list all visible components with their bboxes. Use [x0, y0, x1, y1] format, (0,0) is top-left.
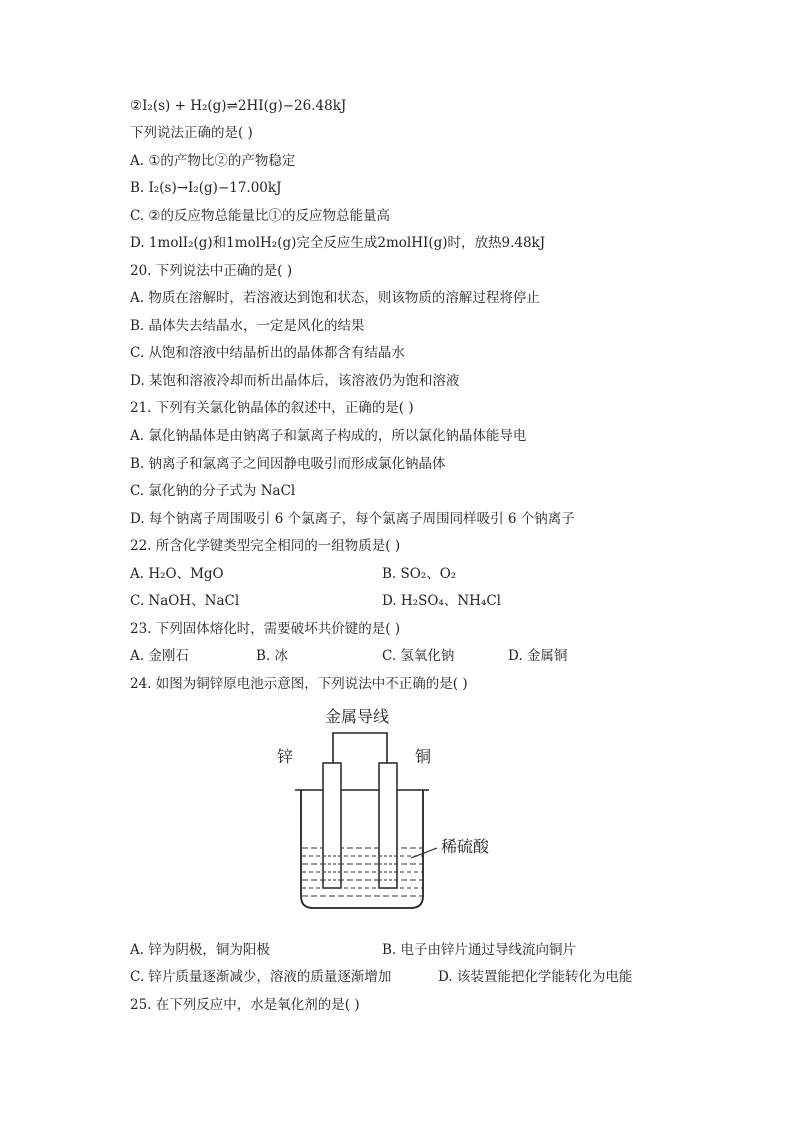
- beaker: [301, 790, 423, 908]
- question-23-stem: 23. 下列固体熔化时，需要破坏共价键的是( ): [130, 621, 401, 637]
- option-a: A. ①的产物比②的产物稳定: [130, 153, 296, 169]
- dilute-sulfuric-acid-label: 稀硫酸: [441, 837, 490, 856]
- option-b: B. 钠离子和氯离子之间因静电吸引而形成氯化钠晶体: [130, 456, 446, 472]
- option-a: A. 金刚石: [130, 648, 189, 664]
- wire-label: 金属导线: [325, 707, 390, 726]
- option-b: B. 晶体失去结晶水，一定是风化的结果: [130, 318, 365, 334]
- option-d: D. H₂SO₄、NH₄Cl: [382, 593, 501, 609]
- option-b: B. SO₂、O₂: [382, 566, 457, 582]
- option-b: B. 冰: [256, 648, 289, 664]
- galvanic-cell-diagram: [275, 700, 515, 920]
- option-b: B. I₂(s)→I₂(g)−17.00kJ: [130, 180, 282, 196]
- option-c: C. 从饱和溶液中结晶析出的晶体都含有结晶水: [130, 345, 405, 361]
- question-22-stem: 22. 所含化学键类型完全相同的一组物质是( ): [130, 538, 401, 554]
- option-c: C. 氯化钠的分子式为 NaCl: [130, 483, 296, 499]
- option-d: D. 1molI₂(g)和1molH₂(g)完全反应生成2molHI(g)时，放热9.48kJ: [130, 235, 546, 251]
- galvanic-cell-svg: [275, 700, 515, 920]
- option-c: C. ②的反应物总能量比①的反应物总能量高: [130, 208, 391, 224]
- solution-surface: [302, 848, 422, 896]
- option-d: D. 每个钠离子周围吸引 6 个氯离子，每个氯离子周围同样吸引 6 个钠离子: [130, 511, 575, 527]
- option-d: D. 金属铜: [508, 648, 568, 664]
- option-c: C. NaOH、NaCl: [130, 593, 240, 609]
- option-a: A. 物质在溶解时，若溶液达到饱和状态，则该物质的溶解过程将停止: [130, 290, 540, 306]
- zinc-electrode: [323, 763, 341, 888]
- question-20-stem: 20. 下列说法中正确的是( ): [130, 263, 293, 279]
- equation-2: ②I₂(s) + H₂(g)⇌2HI(g)−26.48kJ: [130, 98, 347, 114]
- option-d: D. 该装置能把化学能转化为电能: [438, 969, 633, 985]
- copper-label: 铜: [415, 747, 432, 766]
- option-a: A. H₂O、MgO: [130, 566, 224, 582]
- question-24-stem: 24. 如图为铜锌原电池示意图，下列说法中不正确的是( ): [130, 676, 468, 692]
- metal-wire: [333, 733, 387, 763]
- option-c: C. 锌片质量逐渐减少，溶液的质量逐渐增加: [130, 969, 392, 985]
- question-25-stem: 25. 在下列反应中，水是氧化剂的是( ): [130, 997, 360, 1013]
- zinc-label: 锌: [277, 747, 294, 766]
- option-a: A. 氯化钠晶体是由钠离子和氯离子构成的，所以氯化钠晶体能导电: [130, 428, 527, 444]
- option-c: C. 氢氧化钠: [382, 648, 455, 664]
- option-d: D. 某饱和溶液冷却而析出晶体后，该溶液仍为饱和溶液: [130, 373, 460, 389]
- copper-electrode: [379, 763, 397, 888]
- option-b: B. 电子由锌片通过导线流向铜片: [382, 942, 577, 958]
- question-21-stem: 21. 下列有关氯化钠晶体的叙述中，正确的是( ): [130, 400, 414, 416]
- solution-leader-line: [411, 848, 437, 858]
- question-19-stem: 下列说法正确的是( ): [130, 125, 253, 141]
- option-a: A. 锌为阴极，铜为阳极: [130, 942, 270, 958]
